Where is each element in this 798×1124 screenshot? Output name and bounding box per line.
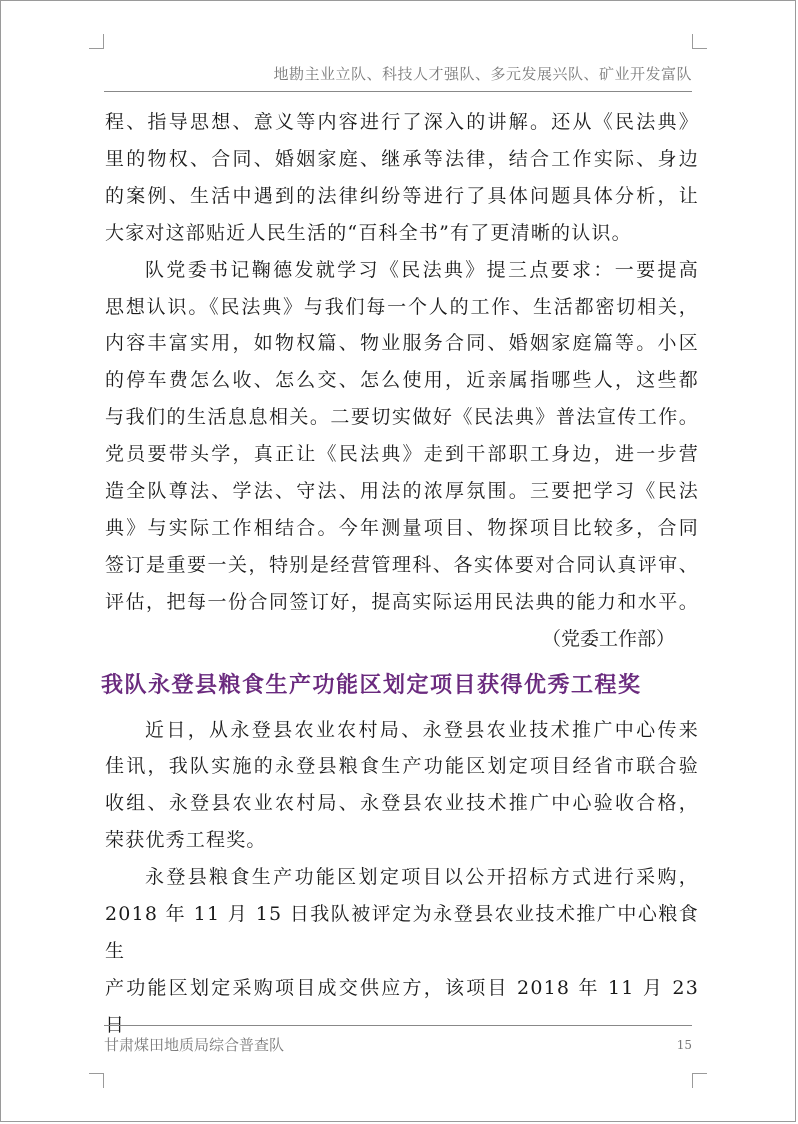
body-line: 永登县粮食生产功能区划定项目以公开招标方式进行采购， (145, 866, 699, 889)
footer-org: 甘肃煤田地质局综合普查队 (104, 1036, 285, 1054)
page-content (101, 104, 699, 1044)
body-line: 签订是重要一关，特别是经营管理科、各实体要对合同认真评审、 (105, 553, 699, 576)
page-header (104, 63, 692, 92)
body-line: 典》与实际工作相结合。今年测量项目、物探项目比较多，合同 (105, 516, 699, 539)
body-line: 的停车费怎么收、怎么交、怎么使用，近亲属指哪些人，这些都 (105, 369, 699, 392)
body-line: 队党委书记鞠德发就学习《民法典》提三点要求：一要提高 (145, 258, 699, 281)
body-line: 2018 年 11 月 15 日我队被评定为永登县农业技术推广中心粮食生 (105, 903, 699, 962)
article-title: 我队永登县粮食生产功能区划定项目获得优秀工程奖 (101, 671, 642, 698)
body-line: 程、指导思想、意义等内容进行了深入的讲解。还从《民法典》 (105, 111, 699, 133)
body-line: 内容丰富实用，如物权篇、物业服务合同、婚姻家庭篇等。小区 (105, 332, 699, 355)
body-line: 与我们的生活息息相关。二要切实做好《民法典》普法宣传工作。 (105, 406, 699, 429)
body-line: 造全队尊法、学法、守法、用法的浓厚氛围。三要把学习《民法 (105, 480, 699, 503)
body-line: 大家对这部贴近人民生活的“百科全书”有了更清晰的认识。 (105, 221, 632, 244)
body-line: 的案例、生活中遇到的法律纠纷等进行了具体问题具体分析，让 (105, 184, 699, 207)
body-line: 荣获优秀工程奖。 (105, 829, 267, 852)
body-line: 产功能区划定采购项目成交供应方，该项目 2018 年 11 月 23 日 (105, 976, 699, 1036)
body-line: 思想认识。《民法典》与我们每一个人的工作、生活都密切相关， (105, 295, 699, 318)
body-line: 评估，把每一份合同签订好，提高实际运用民法典的能力和水平。 (105, 590, 699, 613)
body-line: 党员要带头学，真正让《民法典》走到干部职工身边，进一步营 (105, 443, 699, 466)
body-line: 佳讯，我队实施的永登县粮食生产功能区划定项目经省市联合验 (105, 755, 699, 778)
crop-mark (89, 1073, 104, 1088)
body-line: 近日，从永登县农业农村局、永登县农业技术推广中心传来 (145, 718, 699, 741)
crop-mark (692, 34, 707, 49)
article-signature: （党委工作部） (541, 627, 675, 650)
crop-mark (89, 34, 104, 49)
page-footer (104, 1025, 692, 1055)
crop-mark (692, 1073, 707, 1088)
page-number: 15 (676, 1038, 692, 1052)
header-slogan: 地勘主业立队、科技人才强队、多元发展兴队、矿业开发富队 (273, 65, 692, 83)
body-line: 里的物权、合同、婚姻家庭、继承等法律，结合工作实际、身边 (105, 147, 699, 170)
body-line: 收组、永登县农业农村局、永登县农业技术推广中心验收合格， (105, 792, 699, 815)
